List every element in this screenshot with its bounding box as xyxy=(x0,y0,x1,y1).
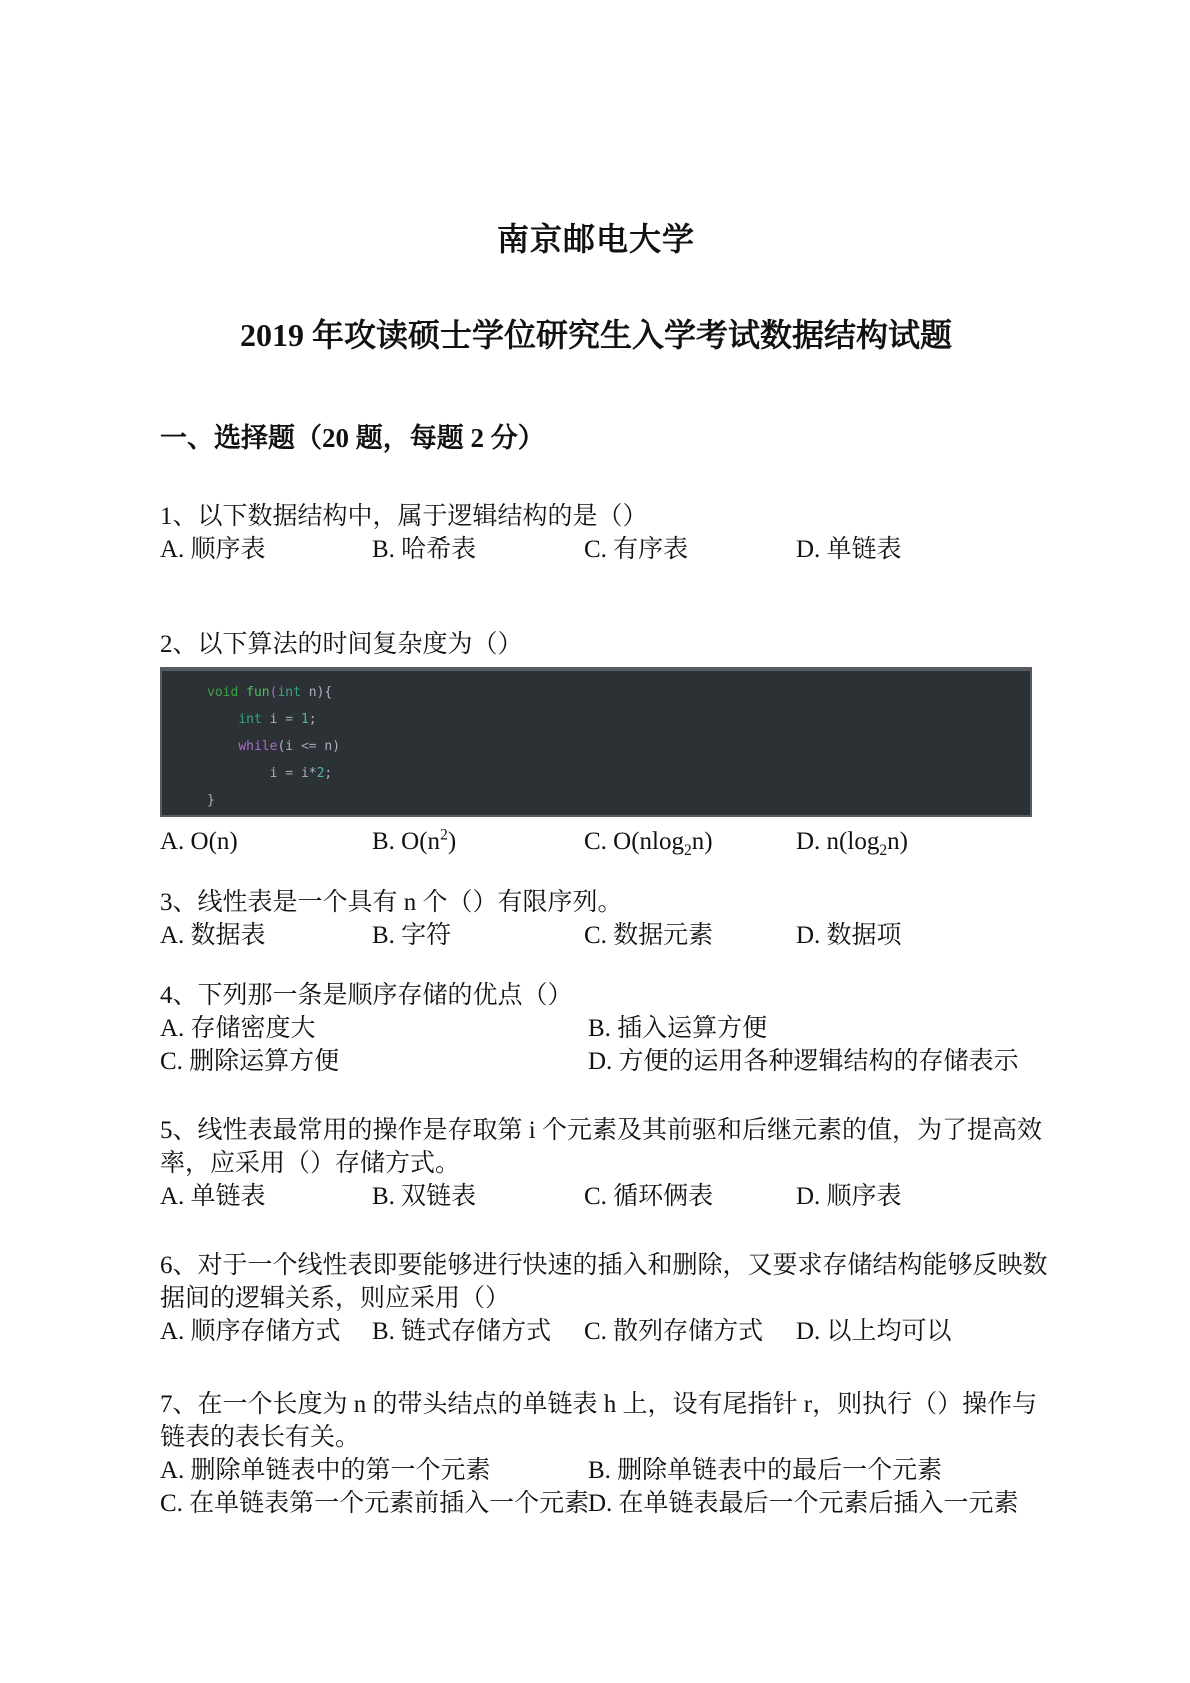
question-4-option-d: D. 方便的运用各种逻辑结构的存储表示 xyxy=(588,1048,1019,1075)
question-1-option-b: B. 哈希表 xyxy=(372,536,477,563)
section-heading: 一、选择题（20 题，每题 2 分） xyxy=(160,423,545,453)
question-6-option-b: B. 链式存储方式 xyxy=(372,1318,552,1345)
question-3 xyxy=(160,886,1032,952)
question-5-options xyxy=(160,1180,1032,1213)
question-3-text: 3、线性表是一个具有 n 个（）有限序列。 xyxy=(160,889,623,916)
question-2-option-c: C. O(nlog$_2$n) xyxy=(584,828,713,859)
question-4-options-row1 xyxy=(160,1012,1032,1045)
exam-title: 2019 年攻读硕士学位研究生入学考试数据结构试题 xyxy=(239,317,952,353)
question-7 xyxy=(160,1388,1038,1520)
question-1-text: 1、以下数据结构中，属于逻辑结构的是（） xyxy=(160,503,648,530)
question-1-option-a: A. 顺序表 xyxy=(160,536,266,563)
code-line: } xyxy=(207,793,215,808)
question-4-options-row2 xyxy=(160,1045,1032,1078)
question-7-text-line1: 7、在一个长度为 n 的带头结点的单链表 h 上，设有尾指针 r，则执行（）操作与 xyxy=(160,1391,1038,1418)
question-3-options xyxy=(160,919,1032,952)
question-6 xyxy=(160,1249,1048,1348)
question-7-options-row1 xyxy=(160,1454,1032,1487)
question-6-options xyxy=(160,1315,1032,1348)
code-block xyxy=(160,667,1032,817)
question-6-option-c: C. 散列存储方式 xyxy=(584,1318,764,1345)
question-2-option-b: B. $O(n^2)$ xyxy=(372,826,457,855)
question-3-option-d: D. 数据项 xyxy=(796,922,902,949)
question-2-option-d: D. $n(\log_2n)$ xyxy=(796,828,908,859)
question-2-options xyxy=(160,825,1032,858)
question-6-text-line1: 6、对于一个线性表即要能够进行快速的插入和删除，又要求存储结构能够反映数 xyxy=(160,1252,1048,1279)
question-7-option-d: D. 在单链表最后一个元素后插入一元素 xyxy=(588,1490,1019,1517)
question-5-text-line1: 5、线性表最常用的操作是存取第 i 个元素及其前驱和后继元素的值，为了提高效 xyxy=(160,1117,1042,1144)
question-2-text: 2、以下算法的时间复杂度为（） xyxy=(160,631,523,658)
code-line: int i = 1; xyxy=(238,712,317,727)
question-5-option-b: B. 双链表 xyxy=(372,1183,477,1210)
question-2-option-a: A. O(n) xyxy=(160,828,238,855)
question-4-option-c: C. 删除运算方便 xyxy=(160,1048,340,1075)
question-6-option-a: A. 顺序存储方式 xyxy=(160,1318,341,1345)
question-6-text-line2: 据间的逻辑关系，则应采用（） xyxy=(160,1285,511,1312)
question-1-option-c: C. 有序表 xyxy=(584,536,689,563)
question-3-option-b: B. 字符 xyxy=(372,922,452,949)
question-4 xyxy=(160,979,1032,1078)
question-1-options xyxy=(160,533,1032,566)
code-line: void fun(int n){ xyxy=(207,685,333,700)
question-2 xyxy=(160,628,1032,858)
question-7-options-row2 xyxy=(160,1487,1032,1520)
question-5 xyxy=(160,1114,1042,1213)
question-5-option-d: D. 顺序表 xyxy=(796,1183,902,1210)
question-7-option-c: C. 在单链表第一个元素前插入一个元素 xyxy=(160,1490,590,1517)
question-7-option-b: B. 删除单链表中的最后一个元素 xyxy=(588,1457,943,1484)
question-6-option-d: D. 以上均可以 xyxy=(796,1318,952,1345)
question-5-option-c: C. 循环俩表 xyxy=(584,1183,714,1210)
question-4-text: 4、下列那一条是顺序存储的优点（） xyxy=(160,982,573,1009)
question-3-option-c: C. 数据元素 xyxy=(584,922,714,949)
code-line: while(i <= n) xyxy=(238,739,341,754)
question-1-option-d: D. 单链表 xyxy=(796,536,902,563)
question-4-option-a: A. 存储密度大 xyxy=(160,1015,316,1042)
question-7-text-line2: 链表的表长有关。 xyxy=(160,1424,361,1451)
question-7-option-a: A. 删除单链表中的第一个元素 xyxy=(160,1457,491,1484)
university-title: 南京邮电大学 xyxy=(496,221,695,257)
question-5-text-line2: 率，应采用（）存储方式。 xyxy=(160,1150,461,1177)
question-1 xyxy=(160,500,1032,566)
question-3-option-a: A. 数据表 xyxy=(160,922,266,949)
question-4-option-b: B. 插入运算方便 xyxy=(588,1015,768,1042)
question-5-option-a: A. 单链表 xyxy=(160,1183,266,1210)
code-line: i = i*2; xyxy=(207,766,333,781)
